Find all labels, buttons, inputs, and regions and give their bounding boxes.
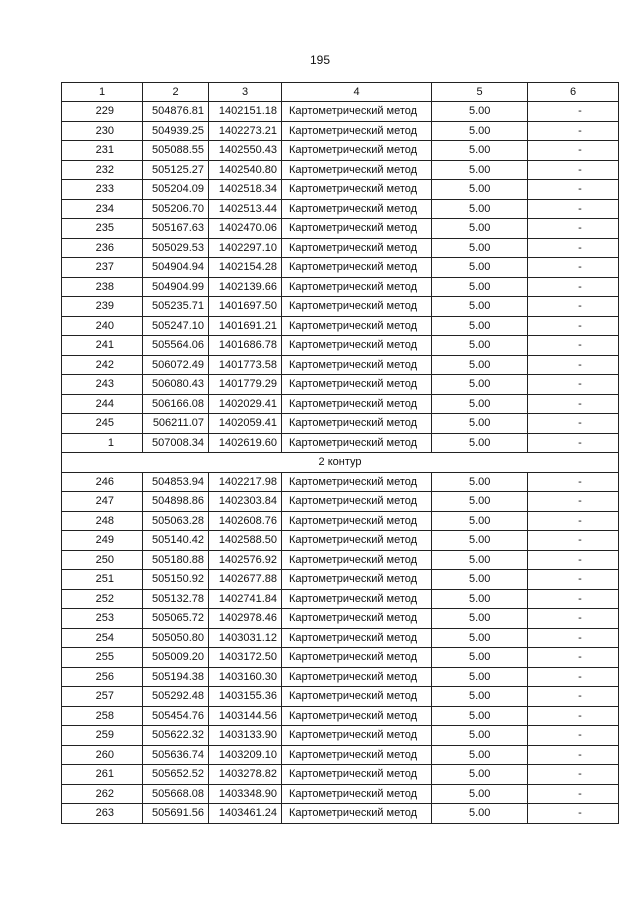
accuracy-cell: 5.00 <box>432 765 528 785</box>
note-cell: - <box>528 297 619 317</box>
point-number-cell: 261 <box>62 765 143 785</box>
coordinate-y-cell: 1403278.82 <box>209 765 282 785</box>
point-number-cell: 242 <box>62 355 143 375</box>
note-cell: - <box>528 141 619 161</box>
coordinate-x-cell: 505029.53 <box>143 238 209 258</box>
note-cell: - <box>528 394 619 414</box>
coordinates-table <box>61 82 619 824</box>
method-cell: Картометрический метод <box>282 570 432 590</box>
point-number-cell: 260 <box>62 745 143 765</box>
point-number-cell: 230 <box>62 121 143 141</box>
coordinate-x-cell: 505206.70 <box>143 199 209 219</box>
point-number-cell: 241 <box>62 336 143 356</box>
column-header-4: 4 <box>282 83 432 102</box>
coordinate-x-cell: 504904.94 <box>143 258 209 278</box>
table-row <box>62 219 619 239</box>
coordinate-x-cell: 507008.34 <box>143 433 209 453</box>
method-cell: Картометрический метод <box>282 297 432 317</box>
method-cell: Картометрический метод <box>282 375 432 395</box>
note-cell: - <box>528 706 619 726</box>
section-label: 2 контур <box>62 453 619 473</box>
coordinate-y-cell: 1401773.58 <box>209 355 282 375</box>
method-cell: Картометрический метод <box>282 336 432 356</box>
method-cell: Картометрический метод <box>282 238 432 258</box>
note-cell: - <box>528 570 619 590</box>
coordinate-x-cell: 505180.88 <box>143 550 209 570</box>
accuracy-cell: 5.00 <box>432 375 528 395</box>
table-row <box>62 180 619 200</box>
coordinate-y-cell: 1402151.18 <box>209 102 282 122</box>
method-cell: Картометрический метод <box>282 589 432 609</box>
table-row <box>62 472 619 492</box>
coordinate-y-cell: 1402154.28 <box>209 258 282 278</box>
coordinate-x-cell: 505167.63 <box>143 219 209 239</box>
point-number-cell: 262 <box>62 784 143 804</box>
method-cell: Картометрический метод <box>282 511 432 531</box>
point-number-cell: 232 <box>62 160 143 180</box>
table-row <box>62 355 619 375</box>
method-cell: Картометрический метод <box>282 550 432 570</box>
accuracy-cell: 5.00 <box>432 121 528 141</box>
coordinate-x-cell: 505668.08 <box>143 784 209 804</box>
table-row <box>62 531 619 551</box>
method-cell: Картометрический метод <box>282 180 432 200</box>
point-number-cell: 263 <box>62 804 143 824</box>
method-cell: Картометрический метод <box>282 472 432 492</box>
method-cell: Картометрический метод <box>282 531 432 551</box>
coordinate-y-cell: 1403348.90 <box>209 784 282 804</box>
note-cell: - <box>528 609 619 629</box>
note-cell: - <box>528 355 619 375</box>
note-cell: - <box>528 531 619 551</box>
table-row <box>62 297 619 317</box>
accuracy-cell: 5.00 <box>432 355 528 375</box>
note-cell: - <box>528 804 619 824</box>
note-cell: - <box>528 102 619 122</box>
point-number-cell: 233 <box>62 180 143 200</box>
table-row <box>62 706 619 726</box>
table-row <box>62 199 619 219</box>
note-cell: - <box>528 433 619 453</box>
method-cell: Картометрический метод <box>282 102 432 122</box>
accuracy-cell: 5.00 <box>432 804 528 824</box>
method-cell: Картометрический метод <box>282 609 432 629</box>
note-cell: - <box>528 589 619 609</box>
table-row <box>62 160 619 180</box>
table-header-row <box>62 83 619 102</box>
column-header-5: 5 <box>432 83 528 102</box>
note-cell: - <box>528 336 619 356</box>
accuracy-cell: 5.00 <box>432 277 528 297</box>
table-row <box>62 238 619 258</box>
coordinate-y-cell: 1403144.56 <box>209 706 282 726</box>
coordinate-x-cell: 505132.78 <box>143 589 209 609</box>
accuracy-cell: 5.00 <box>432 609 528 629</box>
note-cell: - <box>528 180 619 200</box>
table-row <box>62 609 619 629</box>
coordinate-x-cell: 505292.48 <box>143 687 209 707</box>
method-cell: Картометрический метод <box>282 316 432 336</box>
coordinate-y-cell: 1402518.34 <box>209 180 282 200</box>
accuracy-cell: 5.00 <box>432 667 528 687</box>
point-number-cell: 231 <box>62 141 143 161</box>
accuracy-cell: 5.00 <box>432 511 528 531</box>
accuracy-cell: 5.00 <box>432 394 528 414</box>
note-cell: - <box>528 238 619 258</box>
coordinate-x-cell: 505636.74 <box>143 745 209 765</box>
note-cell: - <box>528 648 619 668</box>
method-cell: Картометрический метод <box>282 706 432 726</box>
table-row <box>62 336 619 356</box>
point-number-cell: 251 <box>62 570 143 590</box>
accuracy-cell: 5.00 <box>432 433 528 453</box>
table-row <box>62 570 619 590</box>
point-number-cell: 258 <box>62 706 143 726</box>
point-number-cell: 253 <box>62 609 143 629</box>
coordinate-y-cell: 1402297.10 <box>209 238 282 258</box>
point-number-cell: 252 <box>62 589 143 609</box>
coordinate-y-cell: 1402513.44 <box>209 199 282 219</box>
point-number-cell: 1 <box>62 433 143 453</box>
method-cell: Картометрический метод <box>282 199 432 219</box>
note-cell: - <box>528 784 619 804</box>
accuracy-cell: 5.00 <box>432 745 528 765</box>
table-row <box>62 102 619 122</box>
table-row <box>62 394 619 414</box>
accuracy-cell: 5.00 <box>432 648 528 668</box>
accuracy-cell: 5.00 <box>432 141 528 161</box>
point-number-cell: 243 <box>62 375 143 395</box>
coordinate-x-cell: 505652.52 <box>143 765 209 785</box>
table-row <box>62 667 619 687</box>
table-row <box>62 628 619 648</box>
coordinate-y-cell: 1401697.50 <box>209 297 282 317</box>
accuracy-cell: 5.00 <box>432 414 528 434</box>
coordinate-x-cell: 505140.42 <box>143 531 209 551</box>
point-number-cell: 255 <box>62 648 143 668</box>
method-cell: Картометрический метод <box>282 121 432 141</box>
point-number-cell: 245 <box>62 414 143 434</box>
coordinate-x-cell: 504939.25 <box>143 121 209 141</box>
note-cell: - <box>528 258 619 278</box>
note-cell: - <box>528 414 619 434</box>
coordinate-y-cell: 1403172.50 <box>209 648 282 668</box>
coordinate-y-cell: 1403160.30 <box>209 667 282 687</box>
coordinate-x-cell: 505063.28 <box>143 511 209 531</box>
coordinate-y-cell: 1402608.76 <box>209 511 282 531</box>
accuracy-cell: 5.00 <box>432 472 528 492</box>
method-cell: Картометрический метод <box>282 687 432 707</box>
note-cell: - <box>528 726 619 746</box>
coordinate-x-cell: 504898.86 <box>143 492 209 512</box>
method-cell: Картометрический метод <box>282 258 432 278</box>
coordinate-y-cell: 1402303.84 <box>209 492 282 512</box>
note-cell: - <box>528 121 619 141</box>
column-header-6: 6 <box>528 83 619 102</box>
point-number-cell: 244 <box>62 394 143 414</box>
coordinate-y-cell: 1402059.41 <box>209 414 282 434</box>
table-row <box>62 414 619 434</box>
note-cell: - <box>528 765 619 785</box>
coordinate-x-cell: 506211.07 <box>143 414 209 434</box>
point-number-cell: 256 <box>62 667 143 687</box>
table-row <box>62 277 619 297</box>
note-cell: - <box>528 277 619 297</box>
coordinate-x-cell: 506072.49 <box>143 355 209 375</box>
coordinate-y-cell: 1402741.84 <box>209 589 282 609</box>
accuracy-cell: 5.00 <box>432 297 528 317</box>
coordinate-y-cell: 1403155.36 <box>209 687 282 707</box>
table-row <box>62 589 619 609</box>
coordinate-x-cell: 505691.56 <box>143 804 209 824</box>
coordinate-y-cell: 1402576.92 <box>209 550 282 570</box>
table-row <box>62 784 619 804</box>
coordinate-y-cell: 1402029.41 <box>209 394 282 414</box>
accuracy-cell: 5.00 <box>432 160 528 180</box>
coordinate-x-cell: 505009.20 <box>143 648 209 668</box>
note-cell: - <box>528 628 619 648</box>
coordinate-x-cell: 505050.80 <box>143 628 209 648</box>
coordinate-y-cell: 1403461.24 <box>209 804 282 824</box>
method-cell: Картометрический метод <box>282 726 432 746</box>
point-number-cell: 247 <box>62 492 143 512</box>
accuracy-cell: 5.00 <box>432 628 528 648</box>
table-row <box>62 375 619 395</box>
method-cell: Картометрический метод <box>282 765 432 785</box>
accuracy-cell: 5.00 <box>432 238 528 258</box>
note-cell: - <box>528 316 619 336</box>
coordinate-y-cell: 1402470.06 <box>209 219 282 239</box>
coordinate-y-cell: 1403133.90 <box>209 726 282 746</box>
table-row <box>62 804 619 824</box>
table-row <box>62 726 619 746</box>
point-number-cell: 246 <box>62 472 143 492</box>
accuracy-cell: 5.00 <box>432 687 528 707</box>
coordinate-x-cell: 504904.99 <box>143 277 209 297</box>
method-cell: Картометрический метод <box>282 648 432 668</box>
accuracy-cell: 5.00 <box>432 180 528 200</box>
note-cell: - <box>528 511 619 531</box>
note-cell: - <box>528 745 619 765</box>
note-cell: - <box>528 550 619 570</box>
table-row <box>62 765 619 785</box>
table-body <box>62 83 619 824</box>
method-cell: Картометрический метод <box>282 414 432 434</box>
coordinate-y-cell: 1402677.88 <box>209 570 282 590</box>
coordinate-x-cell: 505194.38 <box>143 667 209 687</box>
accuracy-cell: 5.00 <box>432 570 528 590</box>
coordinate-x-cell: 505235.71 <box>143 297 209 317</box>
accuracy-cell: 5.00 <box>432 784 528 804</box>
point-number-cell: 237 <box>62 258 143 278</box>
accuracy-cell: 5.00 <box>432 706 528 726</box>
table-row <box>62 258 619 278</box>
table-row <box>62 687 619 707</box>
note-cell: - <box>528 219 619 239</box>
note-cell: - <box>528 160 619 180</box>
coordinate-x-cell: 505454.76 <box>143 706 209 726</box>
method-cell: Картометрический метод <box>282 745 432 765</box>
note-cell: - <box>528 199 619 219</box>
coordinate-y-cell: 1402550.43 <box>209 141 282 161</box>
coordinate-x-cell: 506080.43 <box>143 375 209 395</box>
point-number-cell: 234 <box>62 199 143 219</box>
coordinate-y-cell: 1402273.21 <box>209 121 282 141</box>
point-number-cell: 249 <box>62 531 143 551</box>
point-number-cell: 257 <box>62 687 143 707</box>
coordinate-y-cell: 1402978.46 <box>209 609 282 629</box>
method-cell: Картометрический метод <box>282 277 432 297</box>
point-number-cell: 250 <box>62 550 143 570</box>
table-row <box>62 433 619 453</box>
point-number-cell: 254 <box>62 628 143 648</box>
method-cell: Картометрический метод <box>282 628 432 648</box>
table-row <box>62 648 619 668</box>
method-cell: Картометрический метод <box>282 219 432 239</box>
table-row <box>62 141 619 161</box>
accuracy-cell: 5.00 <box>432 336 528 356</box>
method-cell: Картометрический метод <box>282 355 432 375</box>
coordinate-y-cell: 1401686.78 <box>209 336 282 356</box>
point-number-cell: 236 <box>62 238 143 258</box>
accuracy-cell: 5.00 <box>432 589 528 609</box>
column-header-3: 3 <box>209 83 282 102</box>
point-number-cell: 235 <box>62 219 143 239</box>
note-cell: - <box>528 492 619 512</box>
accuracy-cell: 5.00 <box>432 258 528 278</box>
note-cell: - <box>528 687 619 707</box>
coordinate-x-cell: 505622.32 <box>143 726 209 746</box>
accuracy-cell: 5.00 <box>432 219 528 239</box>
coordinate-x-cell: 505204.09 <box>143 180 209 200</box>
table-row <box>62 511 619 531</box>
table-row <box>62 550 619 570</box>
coordinate-x-cell: 505150.92 <box>143 570 209 590</box>
coordinate-y-cell: 1401691.21 <box>209 316 282 336</box>
coordinate-x-cell: 505247.10 <box>143 316 209 336</box>
column-header-2: 2 <box>143 83 209 102</box>
page-number: 195 <box>309 53 331 67</box>
point-number-cell: 240 <box>62 316 143 336</box>
coordinate-x-cell: 505125.27 <box>143 160 209 180</box>
coordinate-y-cell: 1402619.60 <box>209 433 282 453</box>
section-row <box>62 453 619 473</box>
accuracy-cell: 5.00 <box>432 550 528 570</box>
accuracy-cell: 5.00 <box>432 531 528 551</box>
point-number-cell: 248 <box>62 511 143 531</box>
point-number-cell: 239 <box>62 297 143 317</box>
coordinate-x-cell: 505065.72 <box>143 609 209 629</box>
table-row <box>62 492 619 512</box>
method-cell: Картометрический метод <box>282 433 432 453</box>
method-cell: Картометрический метод <box>282 804 432 824</box>
method-cell: Картометрический метод <box>282 667 432 687</box>
point-number-cell: 259 <box>62 726 143 746</box>
table-row <box>62 121 619 141</box>
column-header-1: 1 <box>62 83 143 102</box>
method-cell: Картометрический метод <box>282 492 432 512</box>
point-number-cell: 229 <box>62 102 143 122</box>
accuracy-cell: 5.00 <box>432 726 528 746</box>
coordinate-y-cell: 1401779.29 <box>209 375 282 395</box>
coordinate-x-cell: 505088.55 <box>143 141 209 161</box>
coordinate-y-cell: 1403209.10 <box>209 745 282 765</box>
accuracy-cell: 5.00 <box>432 316 528 336</box>
method-cell: Картометрический метод <box>282 160 432 180</box>
method-cell: Картометрический метод <box>282 141 432 161</box>
coordinate-x-cell: 505564.06 <box>143 336 209 356</box>
accuracy-cell: 5.00 <box>432 102 528 122</box>
accuracy-cell: 5.00 <box>432 199 528 219</box>
coordinate-x-cell: 504876.81 <box>143 102 209 122</box>
table-row <box>62 745 619 765</box>
note-cell: - <box>528 667 619 687</box>
coordinate-y-cell: 1403031.12 <box>209 628 282 648</box>
point-number-cell: 238 <box>62 277 143 297</box>
coordinate-y-cell: 1402588.50 <box>209 531 282 551</box>
method-cell: Картометрический метод <box>282 394 432 414</box>
coordinate-x-cell: 504853.94 <box>143 472 209 492</box>
coordinate-y-cell: 1402139.66 <box>209 277 282 297</box>
coordinate-y-cell: 1402540.80 <box>209 160 282 180</box>
table-row <box>62 316 619 336</box>
coordinate-y-cell: 1402217.98 <box>209 472 282 492</box>
coordinate-x-cell: 506166.08 <box>143 394 209 414</box>
method-cell: Картометрический метод <box>282 784 432 804</box>
accuracy-cell: 5.00 <box>432 492 528 512</box>
note-cell: - <box>528 375 619 395</box>
note-cell: - <box>528 472 619 492</box>
